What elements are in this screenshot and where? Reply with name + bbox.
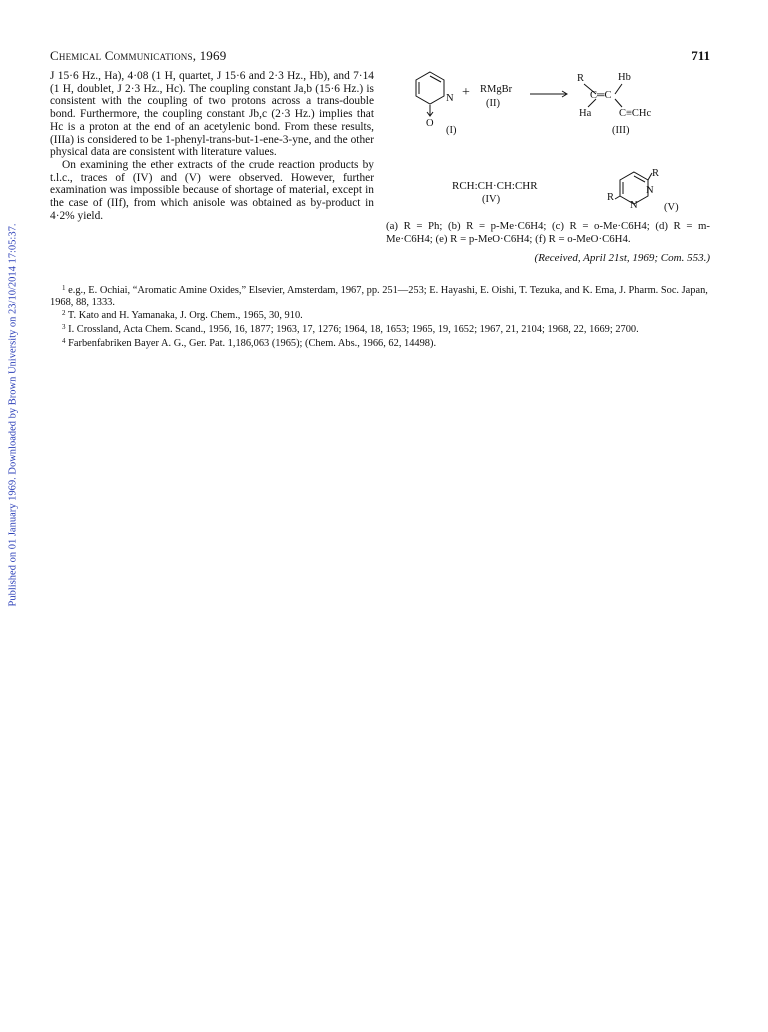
plus-sign: + (462, 85, 470, 100)
compound-i-label: (I) (446, 125, 457, 136)
paragraph-1: J 15·6 Hz., Ha), 4·08 (1 H, quartet, J 15·6 and 2·3 Hz., Hb), and 7·14 (1 H, doublet, J 2·3 Hz., Hc). The coupling constant Ja,b (15·6 Hz.) is consistent with the coupling of two protons across a trans-double bond. Furthermore, the coupling constant Jb,c (2·3 Hz.) implies that Hc is a proton at the end of an acetylenic bond. From these results, (IIIa) is considered to be 1-phenyl-trans-but-1-ene-3-yne, and the other physical data are consistent with literature values. (50, 70, 374, 159)
ha-label: Ha (579, 108, 592, 119)
n-label-v-1: N (646, 185, 654, 196)
reagent-label: RMgBr (480, 84, 513, 95)
footnote-2-text: T. Kato and H. Yamanaka, J. Org. Chem., 1965, 30, 910. (67, 310, 303, 322)
n-oxide-arrow (427, 105, 433, 116)
footnote-1 (50, 283, 710, 308)
footnote-3-text: I. Crossland, Acta Chem. Scand., 1956, 16, 1877; 1963, 17, 1276; 1964, 18, 1653; 1965, 19, 1652; 1967, 21, 2104; 1968, 22, 1669; 2700. (68, 324, 639, 336)
footnote-3 (50, 322, 710, 336)
r-group-definitions: (a) R = Ph; (b) R = p-Me·C6H4; (c) R = o-Me·C6H4; (d) R = m-Me·C6H4; (e) R = p-MeO·C6H4; (f) R = o-MeO·C6H4. (386, 220, 710, 245)
r-label-v-top: R (652, 168, 660, 179)
reaction-arrow (530, 91, 567, 97)
hb-label: Hb (618, 72, 631, 83)
pyridazine-n-oxide-ring (416, 72, 444, 104)
footnote-4 (50, 336, 710, 350)
compound-iii-label: (III) (612, 125, 630, 136)
compound-iv-label: (IV) (482, 194, 501, 205)
footnote-1-marker: 1 (62, 284, 66, 292)
paragraph-2: On examining the ether extracts of the crude reaction products by t.l.c., traces of (IV) and (V) were observed. However, further examination was impossible because of shortage of material, except in the case of (IIf), from which anisole was obtained as by-product in 4·2% yield. (50, 158, 374, 222)
download-notice-sidebar (6, 200, 20, 630)
compound-iv-formula: RCH:CH·CH:CHR (452, 180, 538, 192)
reaction-scheme (386, 68, 710, 218)
n-label-v-2: N (630, 200, 638, 211)
compound-v-label: (V) (664, 202, 679, 213)
r-label-v-left: R (607, 192, 615, 203)
footnote-1-text: e.g., E. Ochiai, “Aromatic Amine Oxides,” Elsevier, Amsterdam, 1967, pp. 251—253; E. Hayashi, E. Oishi, T. Tezuka, and K. Ema, J. Pharm. Soc. Japan, 1968, 88, 1333. (50, 285, 708, 308)
communication-number: Com. 553.) (660, 252, 710, 264)
right-column (386, 68, 710, 268)
received-date: (Received, April 21st, 1969; (534, 252, 659, 264)
page-number: 711 (691, 48, 710, 63)
footnote-4-marker: 4 (62, 336, 66, 345)
o-label: O (426, 118, 434, 129)
double-bond-label: C═C (590, 90, 612, 101)
footnote-3-marker: 3 (62, 323, 66, 332)
reaction-scheme-drawing (386, 68, 710, 218)
page-header (50, 48, 710, 64)
r-label-iii: R (577, 73, 585, 84)
footnote-4-text: Farbenfabriken Bayer A. G., Ger. Pat. 1,186,063 (1965); (Chem. Abs., 1966, 62, 14498). (68, 337, 437, 349)
left-column (50, 70, 374, 222)
n-label-i: N (446, 93, 454, 104)
footnote-2 (50, 308, 710, 322)
footnotes (50, 283, 710, 350)
download-notice: Published on 01 January 1969. Downloaded by Brown University on 23/10/2014 17:05:37. (7, 223, 19, 607)
compound-ii-label: (II) (486, 98, 500, 109)
alkyne-label: C≡CHc (619, 108, 652, 119)
received-line (535, 252, 710, 264)
footnote-2-marker: 2 (62, 309, 66, 318)
journal-title: Chemical Communications, 1969 (50, 48, 227, 63)
